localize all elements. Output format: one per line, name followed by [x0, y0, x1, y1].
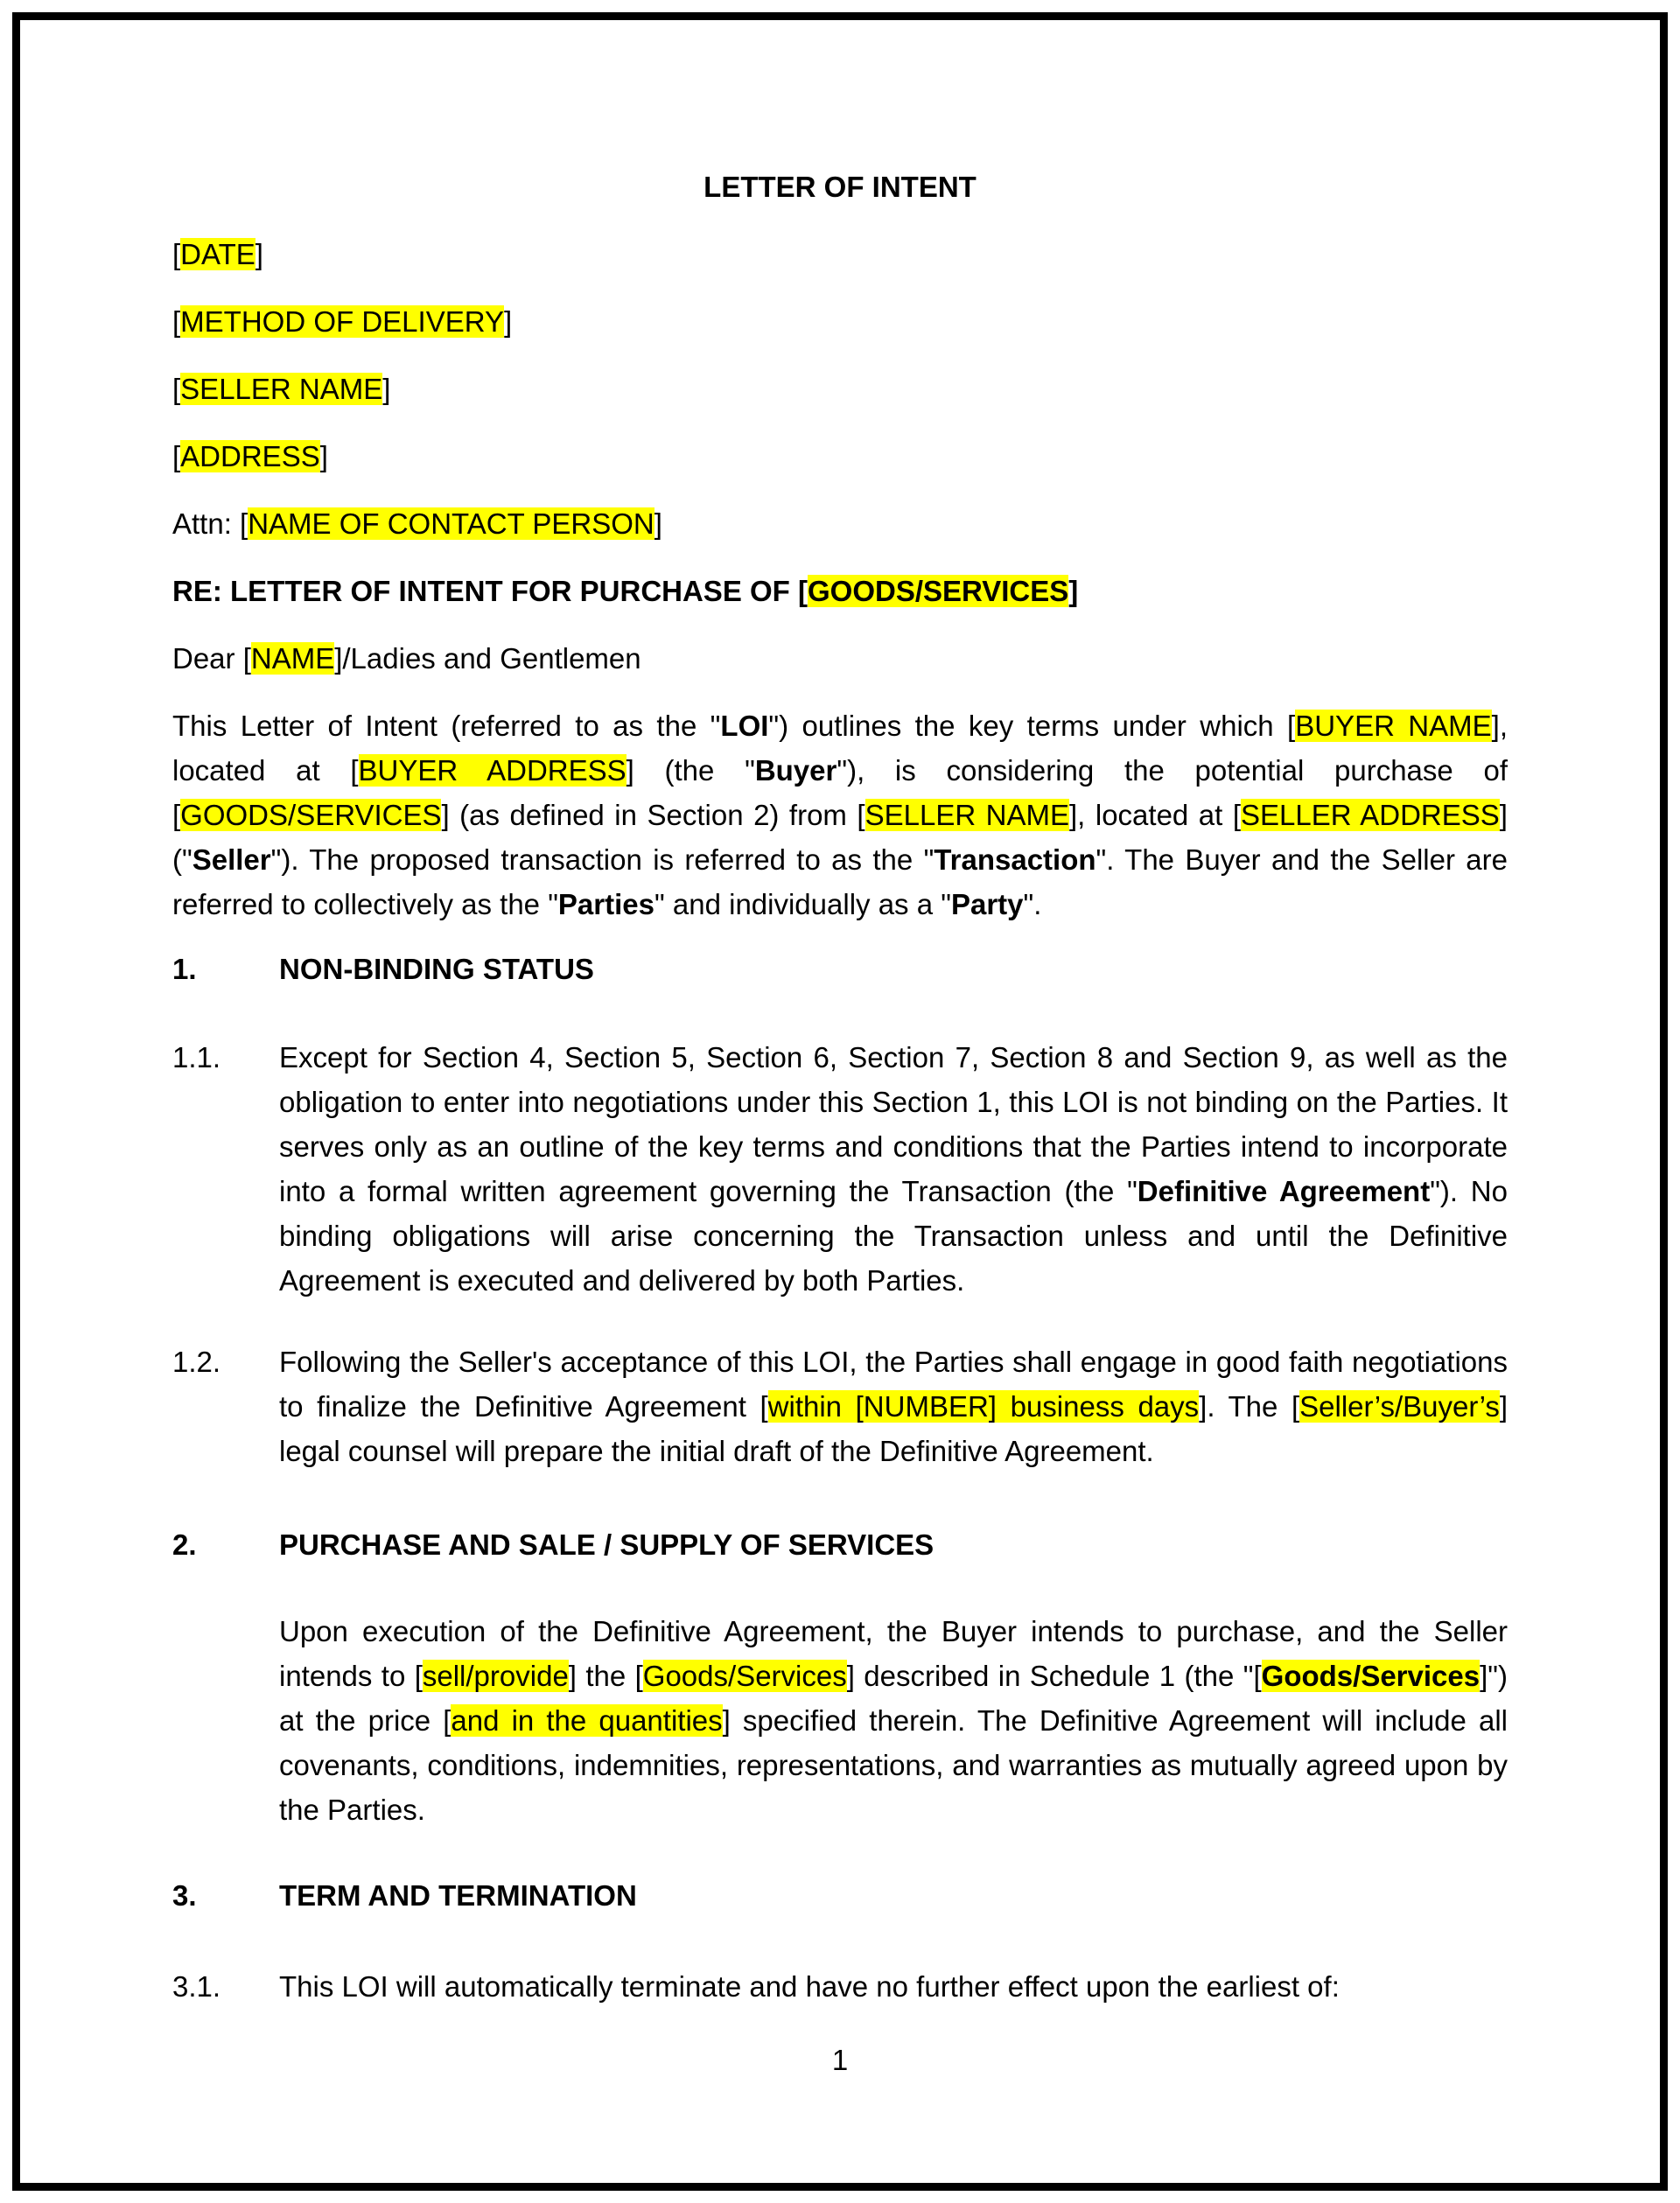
highlighted-placeholder: SELLER NAME [180, 373, 383, 405]
section-3-title: TERM AND TERMINATION [279, 1879, 637, 1912]
text-segment: ") outlines the key terms under which [ [768, 710, 1296, 742]
highlighted-placeholder: NAME OF CONTACT PERSON [248, 507, 654, 540]
text-segment: Party [950, 888, 1024, 920]
text-segment: This Letter of Intent (referred to as the " [172, 710, 721, 742]
highlighted-placeholder: SELLER NAME [864, 799, 1070, 831]
highlighted-placeholder: GOODS/SERVICES [807, 575, 1069, 607]
clause-3-1-number: 3.1. [172, 1970, 221, 2003]
clause-1-1-text [279, 1035, 1508, 1303]
text-segment: Buyer [754, 754, 837, 787]
highlighted-placeholder: BUYER NAME [1295, 710, 1492, 742]
highlighted-placeholder: BUYER ADDRESS [358, 754, 626, 787]
section-2-heading [172, 1522, 1508, 1567]
highlighted-placeholder: Goods/Services [642, 1660, 847, 1692]
text-segment: ], located at [ [1069, 799, 1241, 831]
highlighted-placeholder: and in the quantities [451, 1704, 723, 1737]
text-segment: [ [172, 440, 181, 472]
text-segment: ] [382, 373, 391, 405]
clause-1-2 [172, 1339, 1508, 1473]
text-segment: Except for Section 4, Section 5, Section 6, Section 7, Section 8 and Section 9, as well as the obligation to enter into negotiations under this Section 1, this LOI is not binding on the Parties. It serves only as an outline of the key terms and conditions that the Parties intend to incorporate into a formal written agreement governing the Transaction (the " [279, 1041, 1508, 1207]
section-1-heading [172, 947, 1508, 991]
document-title: LETTER OF INTENT [704, 171, 976, 203]
clause-3-1 [172, 1964, 1508, 2009]
text-segment: ]/Ladies and Gentlemen [334, 642, 641, 675]
text-segment: ". [1023, 888, 1042, 920]
text-segment: Parties [557, 888, 654, 920]
section-2-body-text [279, 1609, 1508, 1832]
text-segment: [ [172, 305, 181, 338]
text-segment: ". The Buyer and the Seller are referred to collectively as the " [172, 843, 1508, 920]
section-1-title: NON-BINDING STATUS [279, 953, 594, 985]
text-segment: "). The proposed transaction is referred to as the " [270, 843, 934, 876]
text-segment: RE: LETTER OF INTENT FOR PURCHASE OF [ [172, 575, 808, 607]
text-segment: [ [172, 238, 181, 270]
text-segment: Transaction [934, 843, 1096, 876]
highlighted-placeholder: Goods/Services [1261, 1660, 1480, 1692]
clause-1-1 [172, 1035, 1508, 1303]
document-content [172, 164, 1508, 2009]
text-segment: " and individually as a " [654, 888, 951, 920]
text-segment: Definitive Agreement [1137, 1175, 1431, 1207]
text-segment: ] [255, 238, 263, 270]
text-segment: "), is considering the potential purchase of [ [172, 754, 1508, 831]
text-segment: LOI [720, 710, 769, 742]
text-segment: ] (as defined in Section 2) from [ [441, 799, 865, 831]
text-segment: Following the Seller's acceptance of this LOI, the Parties shall engage in good faith negotiations to finalize the Definitive Agreement [ [279, 1346, 1508, 1423]
section-3-heading [172, 1873, 1508, 1918]
text-segment: ] (" [172, 799, 1508, 876]
salutation-line [172, 636, 1508, 681]
text-segment: ] specified therein. The Definitive Agreement will include all covenants, conditions, indemnities, representations, and warranties as mutually agreed upon by the Parties. [279, 1704, 1508, 1826]
section-2-title: PURCHASE AND SALE / SUPPLY OF SERVICES [279, 1528, 934, 1561]
section-3-number: 3. [172, 1879, 197, 1912]
section-2-number: 2. [172, 1528, 197, 1561]
highlighted-placeholder: within [NUMBER] business days [767, 1390, 1200, 1423]
highlighted-placeholder: SELLER ADDRESS [1240, 799, 1500, 831]
highlighted-placeholder: DATE [180, 238, 256, 270]
page-number: 1 [831, 2044, 849, 2076]
text-segment: "). No binding obligations will arise concerning the Transaction unless and until the Definitive Agreement is executed and delivered by both Parties. [279, 1175, 1508, 1297]
text-segment: ]. The [ [1199, 1390, 1300, 1423]
text-segment: Seller [192, 843, 271, 876]
date-line [172, 232, 1508, 276]
section-1-number: 1. [172, 953, 197, 985]
highlighted-placeholder: ADDRESS [180, 440, 320, 472]
text-segment: ] described in Schedule 1 (the "[ [846, 1660, 1262, 1692]
seller-name-line [172, 367, 1508, 411]
text-segment: ] legal counsel will prepare the initial draft of the Definitive Agreement. [279, 1390, 1508, 1467]
text-segment: Dear [ [172, 642, 251, 675]
clause-1-2-number: 1.2. [172, 1346, 221, 1378]
text-segment: ] (the " [626, 754, 755, 787]
text-segment: ], located at [ [172, 710, 1508, 787]
highlighted-placeholder: Seller’s/Buyer’s [1299, 1390, 1500, 1423]
clause-1-2-text [279, 1339, 1508, 1473]
clause-1-1-number: 1.1. [172, 1041, 221, 1074]
highlighted-placeholder: METHOD OF DELIVERY [180, 305, 504, 338]
text-segment: ] [503, 305, 513, 338]
highlighted-placeholder: sell/provide [422, 1660, 569, 1692]
attn-line [172, 501, 1508, 546]
text-segment: ]") at the price [ [279, 1660, 1508, 1737]
text-segment: ] [319, 440, 328, 472]
highlighted-placeholder: NAME [250, 642, 335, 675]
text-segment: ] [654, 507, 662, 540]
method-of-delivery-line [172, 299, 1508, 344]
text-segment: ] [1068, 575, 1079, 607]
text-segment: Attn: [ [172, 507, 248, 540]
section-2-body [172, 1609, 1508, 1832]
re-subject-line [172, 569, 1508, 613]
text-segment: [ [172, 373, 181, 405]
clause-3-1-text [279, 1964, 1508, 2009]
text-segment: Upon execution of the Definitive Agreement, the Buyer intends to purchase, and the Seller intends to [ [279, 1615, 1508, 1692]
text-segment: ] the [ [568, 1660, 643, 1692]
highlighted-placeholder: GOODS/SERVICES [180, 799, 442, 831]
address-line [172, 434, 1508, 479]
text-segment: This LOI will automatically terminate and have no further effect upon the earliest of: [279, 1970, 1340, 2003]
intro-paragraph [172, 703, 1508, 927]
